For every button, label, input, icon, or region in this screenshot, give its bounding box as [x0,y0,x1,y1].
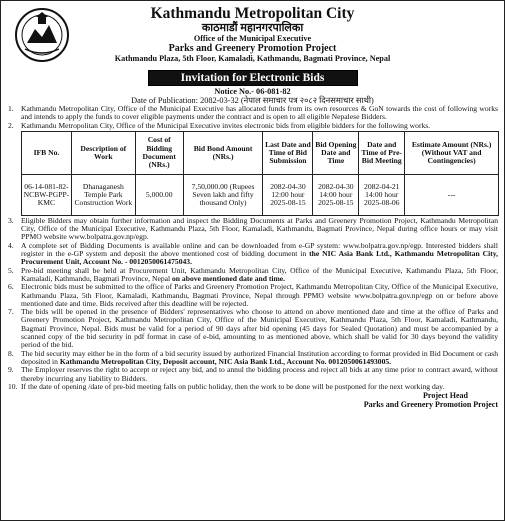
signature-role: Project Head [423,391,468,401]
bid-table-header-row [22,131,499,174]
column-header: Last Date and Time of Bid Submission [263,131,313,174]
table-cell: --- [405,174,499,215]
bid-table [21,131,499,216]
table-cell: 2082-04-30 14:00 hour 2025-08-15 [313,174,359,215]
table-cell: 2082-04-30 12:00 hour 2025-08-15 [263,174,313,215]
table-cell: 2082-04-21 14:00 hour 2025-08-06 [359,174,405,215]
city-title-nepali: काठमाडौं महानगरपालिका [201,22,304,34]
paragraph-5: 5. Pre-bid meeting shall be held at Procurement Unit, Kathmandu Metropolitan City, Office of the Municipal Executive, Kathmandu Plaza, 5th Floor, Kamaladi, Kathmandu, Bagmati Province, Nepal on above mentioned date and time. [8,265,498,283]
paragraph-8-text: The bid security may either be in the form of a bid security issued by authorized Financial Institution according to format provided in Bid Document or cash deposited in [21,348,498,366]
publication-date: Date of Publication: 2082-03-32 (नेपाल समाचार पत्र २०८२ दिनसमाचार साथी) [131,96,374,105]
notice-banner: Invitation for Electronic Bids [148,70,358,86]
column-header: Bid Opening Date and Time [313,131,359,174]
paragraph-5-emphasis: on above mentioned date and time. [172,273,286,283]
paragraph-5-text: Pre-bid meeting shall be held at Procurement Unit, Kathmandu Metropolitan City, Office of the Municipal Executive, Kathmandu Plaza, 5th Floor, Kamaladi, Kathmandu, Bagmati Province, Nepal [21,265,498,283]
column-header: Bid Bond Amount (NRs.) [183,131,263,174]
paragraph-3-text: Eligible Bidders may obtain further information and inspect the Bidding Documents at Parks and Greenery Promotion Project, Kathmandu Metropolitan City, Office of the Municipal Executive, Kathmandu Plaza, 5th Floor, Kamaladi, Kathmandu, Bagmati Province, Nepal during office hours or may visit PPMO website www.bolpatra.gov.np/egp. [21,215,498,242]
paragraph-9-text: The Employer reserves the right to accept or reject any bid, and to annul the bidding process and reject all bids at any time prior to contract award, without thereby incurring any liability to Bidders. [21,365,498,383]
paragraph-6-text: Electronic bids must be submitted to the office of Parks and Greenery Promotion Project, Kathmandu Metropolitan City, Office of the Municipal Executive, Kathmandu Plaza, 5th Floor, Kamaladi, Kathmandu, Bagmati Province, Nepal through PPMO website www.bolpatra.gov.np/egp on or before above mentioned date and time. Bids received after this deadline will be rejected. [21,282,498,308]
office-address: Kathmandu Plaza, 5th Floor, Kamaladi, Kathmandu, Bagmati Province, Nepal [114,54,391,63]
table-cell: 06-14-081-82-NCBW-PGPP-KMC [22,174,72,215]
column-header: IFB No. [22,131,72,174]
paragraph-6: 6. Electronic bids must be submitted to the office of Parks and Greenery Promotion Project, Kathmandu Metropolitan City, Office of the Municipal Executive, Kathmandu Plaza, 5th Floor, Kamaladi, Kathmandu, Bagmati Province, Nepal through PPMO website www.bolpatra.gov.np/egp on or before above mentioned date and time. Bids received after this deadline will be rejected. [8,282,498,308]
office-name: Office of the Municipal Executive [193,34,312,43]
signature-office: Parks and Greenery Promotion Project [363,400,498,410]
notice-header [1,1,504,68]
paragraph-7-text: The bids will be opened in the presence of Bidders' representatives who choose to attend on above mentioned date and time at the office of Parks and Greenery Promotion Project, Kathmandu Metropolitan City, Office of the Municipal Executive, Kathmandu Plaza, 5th Floor, Kamaladi, Kathmandu, Bagmati Province, Nepal. Bids must be valid for a period of 90 days after bid opening (45 days for Sealed Quotation) and must be accompanied by a scanned copy of the bid security in pdf format in case of e-bid, amounting to as mentioned above, which shall be valid for 30 days beyond the validity period of the bid. [21,307,498,350]
paragraph-4-account: the NIC Asia Bank Ltd., Kathmandu Metropolitan City, Procurement Unit, Account No. - 0012050061475043. [21,249,499,267]
paragraph-10-text: If the date of opening /date of pre-bid meeting falls on public holiday, then the work to be done will be postponed for the next working day. [21,381,445,391]
table-cell: 7,50,000.00 (Rupees Seven lakh and fifty thousand Only) [183,174,263,215]
paragraph-2: 2. Kathmandu Metropolitan City, Office of the Municipal Executive invites electronic bids from eligible bidders for the following works. [8,120,431,130]
table-cell: 5,000.00 [135,174,183,215]
signature-block [1,391,504,409]
paragraph-8: 8. The bid security may either be in the form of a bid security issued by authorized Financial Institution according to format provided in Bid Document or cash deposited in Kathmandu Metropolitan City, Deposit account, NIC Asia Bank Ltd., Account No. 0012050061493005. [8,348,498,366]
table-row [22,174,499,215]
column-header: Description of Work [71,131,135,174]
paragraph-8-account: Kathmandu Metropolitan City, Deposit account, NIC Asia Bank Ltd., Account No. 0012050061493005. [59,356,392,366]
paragraph-7: 7. The bids will be opened in the presence of Bidders' representatives who choose to attend on above mentioned date and time at the office of Parks and Greenery Promotion Project, Kathmandu Metropolitan City, Office of the Municipal Executive, Kathmandu Plaza, 5th Floor, Kamaladi, Kathmandu, Bagmati Province, Nepal. Bids must be valid for a period of 90 days after bid opening (45 days for Sealed Quotation) and must be accompanied by a scanned copy of the bid security in pdf format in case of e-bid, amounting to as mentioned above, which shall be valid for 30 days beyond the validity period of the bid. [8,307,498,350]
column-header: Estimate Amount (NRs.) (Without VAT and Contingencies) [405,131,499,174]
paragraph-1-text: Kathmandu Metropolitan City, Office of the Municipal Executive has allocated funds from its own resources & GoN towards the cost of following works and intends to apply the funds to cover eligible payments under the contract and is open to all eligible Nepalese Bidders. [21,104,498,122]
notice-number: Notice No.- 06-081-82 [214,87,291,96]
paragraph-10: 10. If the date of opening /date of pre-bid meeting falls on public holiday, then the work to be done will be postponed for the next working day. [8,381,445,391]
city-title: Kathmandu Metropolitan City [150,5,355,22]
paragraph-2-text: Kathmandu Metropolitan City, Office of the Municipal Executive invites electronic bids from eligible bidders for the following works. [21,120,431,130]
paragraph-4-text: A complete set of Bidding Documents is available online and can be downloaded from e-GP system: www.bolpatra.gov.np/egp. Interested bidders shall register in the e-GP system and deposit the above mentioned cost of bidding document in [21,240,498,259]
paragraph-4: 4. A complete set of Bidding Documents is available online and can be downloaded from e-GP system: www.bolpatra.gov.np/egp. Interested bidders shall register in the e-GP system and deposit the above mentioned cost of bidding document in the NIC Asia Bank Ltd., Kathmandu Metropolitan City, Procurement Unit, Account No. - 0012050061475043. [8,240,499,267]
paragraph-9: 9. The Employer reserves the right to accept or reject any bid, and to annul the bidding process and reject all bids at any time prior to contract award, without thereby incurring any liability to Bidders. [8,365,498,383]
column-header: Date and Time of Pre-Bid Meeting [359,131,405,174]
paragraph-1: 1. Kathmandu Metropolitan City, Office of the Municipal Executive has allocated funds from its own resources & GoN towards the cost of following works and intends to apply the funds to cover eligible payments under the contract and is open to all eligible Nepalese Bidders. [8,104,498,122]
table-cell: Dhanaganesh Temple Park Construction Work [71,174,135,215]
project-name: Parks and Greenery Promotion Project [168,43,337,54]
column-header: Cost of Bidding Document (NRs.) [135,131,183,174]
city-emblem-icon [13,7,71,63]
paragraph-3: 3. Eligible Bidders may obtain further information and inspect the Bidding Documents at Parks and Greenery Promotion Project, Kathmandu Metropolitan City, Office of the Municipal Executive, Kathmandu Plaza, 5th Floor, Kamaladi, Kathmandu, Bagmati Province, Nepal during office hours or may visit PPMO website www.bolpatra.gov.np/egp. [8,215,498,242]
